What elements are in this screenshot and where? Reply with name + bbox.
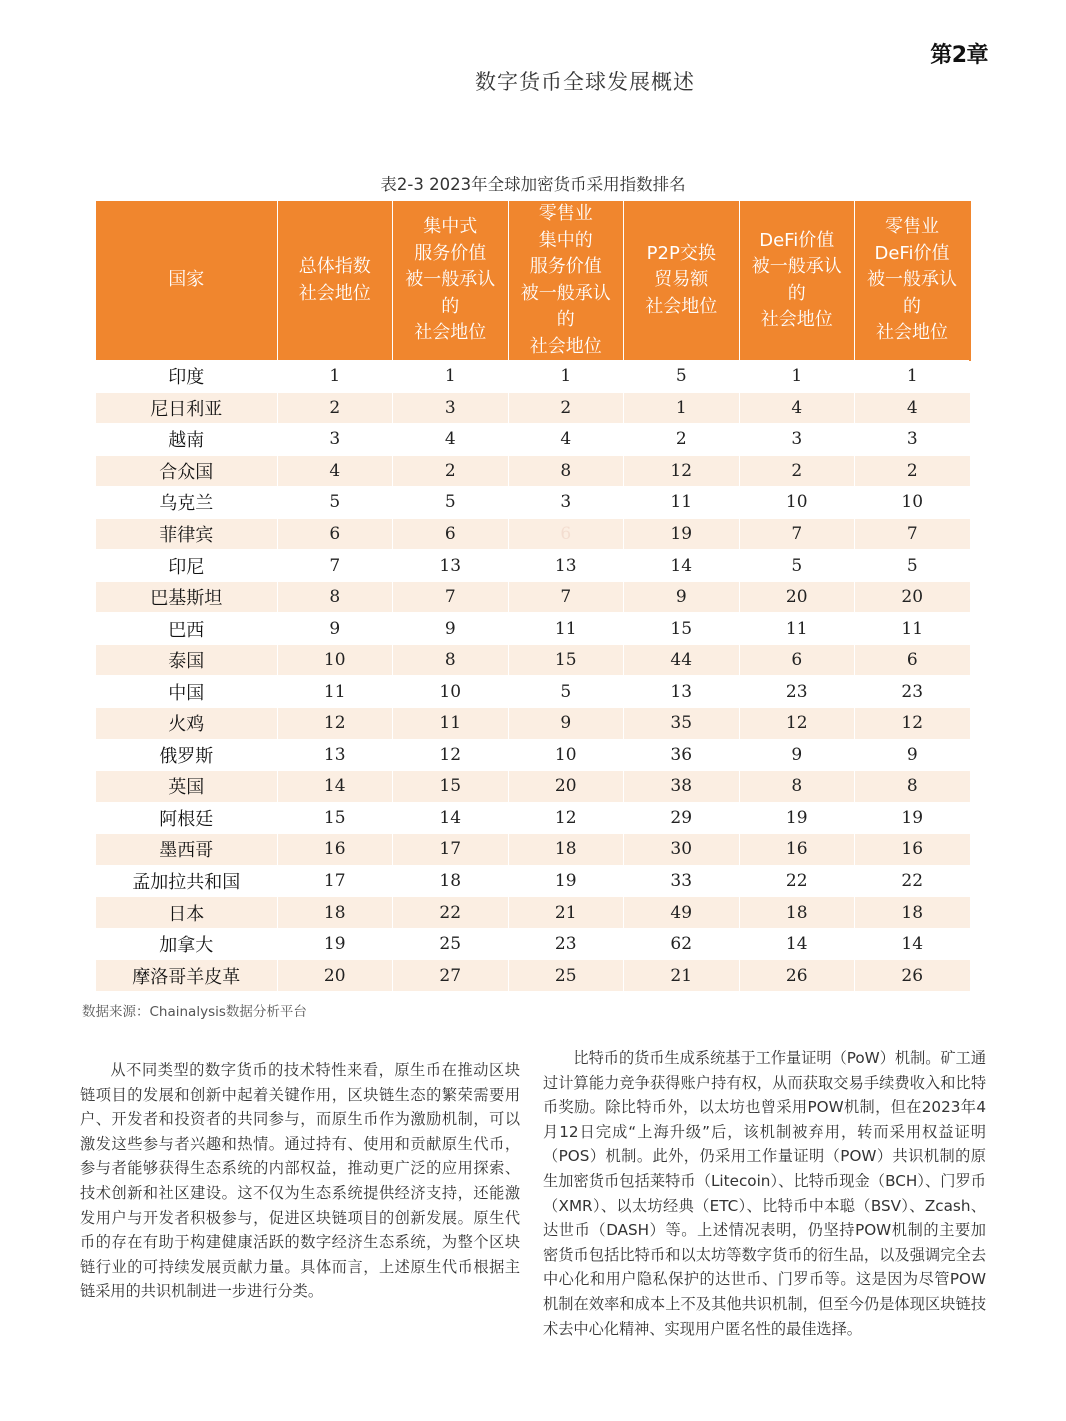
rank-cell: 2 <box>855 455 971 487</box>
rank-cell: 1 <box>624 392 740 424</box>
rank-cell: 7 <box>739 518 855 550</box>
rank-cell: 20 <box>739 581 855 613</box>
column-header-line: 被一般承认 <box>405 269 496 291</box>
rank-cell: 17 <box>277 865 393 897</box>
country-cell: 合众国 <box>96 455 277 487</box>
column-header-line: 总体指数 <box>298 256 371 277</box>
rank-cell: 2 <box>277 392 393 424</box>
rank-cell: 13 <box>393 550 509 582</box>
country-cell: 墨西哥 <box>96 834 277 866</box>
table-row <box>96 613 970 645</box>
country-cell: 乌克兰 <box>96 487 277 519</box>
rank-cell: 11 <box>508 613 624 645</box>
country-cell: 俄罗斯 <box>96 739 277 771</box>
column-header-line: 零售业 <box>885 216 939 238</box>
country-cell: 尼日利亚 <box>96 392 277 424</box>
rank-cell: 13 <box>508 550 624 582</box>
rank-cell: 6 <box>855 644 971 676</box>
table-row <box>96 361 970 393</box>
column-header-line: 的 <box>441 295 460 317</box>
column-header-line: 社会地位 <box>645 295 718 317</box>
rank-cell: 30 <box>624 834 740 866</box>
rank-cell: 33 <box>624 865 740 897</box>
rank-cell: 12 <box>393 739 509 771</box>
table-caption: 表2-3 2023年全球加密货币采用指数排名 <box>380 175 686 194</box>
column-header-line: DeFi价值 <box>759 229 835 251</box>
rank-cell: 2 <box>393 455 509 487</box>
column-header <box>624 201 740 361</box>
country-cell: 阿根廷 <box>96 802 277 834</box>
column-header <box>277 201 393 361</box>
rank-cell: 3 <box>277 424 393 456</box>
table-row <box>96 802 970 834</box>
country-cell: 菲律宾 <box>96 518 277 550</box>
rank-cell: 13 <box>624 676 740 708</box>
table-row <box>96 771 970 803</box>
body-paragraph: 比特币的货币生成系统基于工作量证明（PoW）机制。矿工通过计算能力竞争获得账户持有权，从而获取交易手续费收入和比特币奖励。除比特币外，以太坊也曾采用POW机制，但在2023年4月12日完成“上海升级”后，该机制被弃用，转而采用权益证明（POS）机制。此外，仍采用工作量证明（POW）共识机制的原生加密货币包括莱特币（Litecoin）、比特币现金（BCH）、门罗币（XMR）、以太坊经典（ETC）、比特币中本聪（BSV）、Zcash、达世币（DASH）等。上述情况表明，仍坚持POW机制的主要加密货币包括比特币和以太坊等数字货币的衍生品，以及强调完全去中心化和用户隐私保护的达世币、门罗币等。这是因为尽管POW机制在效率和成本上不及其他共识机制，但至今仍是体现区块链技术去中心化精神、实现用户匿名性的最佳选择。 <box>543 1049 987 1338</box>
rank-cell: 26 <box>855 960 971 992</box>
column-header-line: 被一般承认 <box>867 269 957 291</box>
rank-cell: 20 <box>508 771 624 803</box>
rank-cell: 14 <box>855 928 971 960</box>
column-header-line: DeFi价值 <box>874 242 950 264</box>
column-header-line: 社会地位 <box>876 322 948 344</box>
rank-cell: 22 <box>855 865 971 897</box>
country-cell: 越南 <box>96 424 277 456</box>
rank-cell: 12 <box>277 708 393 740</box>
rank-cell: 8 <box>508 455 624 487</box>
column-header <box>393 201 509 361</box>
table-row <box>96 424 970 456</box>
rank-cell: 11 <box>277 676 393 708</box>
rank-cell: 29 <box>624 802 740 834</box>
rank-cell: 38 <box>624 771 740 803</box>
rank-cell: 5 <box>739 550 855 582</box>
rank-cell: 12 <box>855 708 971 740</box>
data-source-note: 数据来源：Chainalysis数据分析平台 <box>82 1004 307 1020</box>
rank-cell: 16 <box>855 834 971 866</box>
country-cell: 火鸡 <box>96 708 277 740</box>
rank-cell: 11 <box>393 708 509 740</box>
rank-cell: 8 <box>855 771 971 803</box>
rank-cell: 15 <box>624 613 740 645</box>
country-cell: 印度 <box>96 361 277 393</box>
rank-cell: 12 <box>739 708 855 740</box>
rank-cell: 4 <box>508 424 624 456</box>
body-text-left-column <box>80 1058 520 1304</box>
table-row <box>96 928 970 960</box>
column-header-line: 的 <box>556 309 575 330</box>
rank-cell: 20 <box>855 581 971 613</box>
rank-cell: 6 <box>508 518 624 550</box>
rank-cell: 1 <box>508 361 624 393</box>
rank-cell: 9 <box>624 581 740 613</box>
country-cell: 摩洛哥羊皮革 <box>96 960 277 992</box>
rank-cell: 20 <box>277 960 393 992</box>
table-header <box>96 201 970 361</box>
rank-cell: 10 <box>739 487 855 519</box>
table-row <box>96 676 970 708</box>
rank-cell: 25 <box>393 928 509 960</box>
table-row <box>96 392 970 424</box>
rank-cell: 19 <box>277 928 393 960</box>
rank-cell: 5 <box>624 361 740 393</box>
rank-cell: 15 <box>277 802 393 834</box>
table-body <box>96 361 970 992</box>
table-row <box>96 960 970 992</box>
rank-cell: 49 <box>624 897 740 929</box>
rank-cell: 4 <box>277 455 393 487</box>
page-header-title: 数字货币全球发展概述 <box>475 70 695 94</box>
rank-cell: 62 <box>624 928 740 960</box>
column-header-line: 社会地位 <box>414 322 487 344</box>
rank-cell: 19 <box>624 518 740 550</box>
column-header <box>508 201 624 361</box>
table-row <box>96 897 970 929</box>
rank-cell: 12 <box>508 802 624 834</box>
country-cell: 印尼 <box>96 550 277 582</box>
adoption-index-table <box>96 201 971 991</box>
column-header-line: 社会地位 <box>760 309 833 330</box>
rank-cell: 9 <box>393 613 509 645</box>
rank-cell: 3 <box>739 424 855 456</box>
rank-cell: 9 <box>855 739 971 771</box>
rank-cell: 2 <box>508 392 624 424</box>
column-header-line: 集中的 <box>538 229 593 251</box>
column-header <box>739 201 855 361</box>
column-header-line: 社会地位 <box>529 335 602 357</box>
country-cell: 巴基斯坦 <box>96 581 277 613</box>
rank-cell: 3 <box>508 487 624 519</box>
rank-cell: 14 <box>624 550 740 582</box>
rank-cell: 14 <box>393 802 509 834</box>
rank-cell: 1 <box>393 361 509 393</box>
rank-cell: 11 <box>855 613 971 645</box>
column-header-line: 零售业 <box>538 203 593 224</box>
rank-cell: 3 <box>855 424 971 456</box>
rank-cell: 12 <box>624 455 740 487</box>
rank-cell: 14 <box>277 771 393 803</box>
column-header-line: 的 <box>903 295 921 317</box>
rank-cell: 17 <box>393 834 509 866</box>
rank-cell: 7 <box>855 518 971 550</box>
rank-cell: 22 <box>739 865 855 897</box>
rank-cell: 5 <box>508 676 624 708</box>
rank-cell: 18 <box>393 865 509 897</box>
column-header-line: 被一般承认 <box>520 282 611 304</box>
table-row <box>96 581 970 613</box>
rank-cell: 15 <box>508 644 624 676</box>
rank-cell: 23 <box>855 676 971 708</box>
column-header <box>96 201 277 361</box>
rank-cell: 2 <box>739 455 855 487</box>
column-header-line: 社会地位 <box>298 282 371 304</box>
rank-cell: 8 <box>739 771 855 803</box>
table-row <box>96 739 970 771</box>
rank-cell: 16 <box>739 834 855 866</box>
table-row <box>96 834 970 866</box>
rank-cell: 8 <box>393 644 509 676</box>
rank-cell: 5 <box>855 550 971 582</box>
rank-cell: 21 <box>624 960 740 992</box>
rank-cell: 26 <box>739 960 855 992</box>
rank-cell: 11 <box>739 613 855 645</box>
country-cell: 英国 <box>96 771 277 803</box>
rank-cell: 21 <box>508 897 624 929</box>
rank-cell: 7 <box>508 581 624 613</box>
rank-cell: 19 <box>508 865 624 897</box>
column-header-line: P2P交换 <box>646 242 716 264</box>
table-row <box>96 550 970 582</box>
rank-cell: 7 <box>277 550 393 582</box>
table-header-row <box>96 201 970 361</box>
country-cell: 日本 <box>96 897 277 929</box>
body-text-right-column <box>543 1046 986 1341</box>
column-header-line: 服务价值 <box>414 242 487 264</box>
country-cell: 中国 <box>96 676 277 708</box>
rank-cell: 13 <box>277 739 393 771</box>
rank-cell: 6 <box>277 518 393 550</box>
country-cell: 泰国 <box>96 644 277 676</box>
country-cell: 加拿大 <box>96 928 277 960</box>
chapter-label: 第2章 <box>930 43 988 68</box>
country-cell: 孟加拉共和国 <box>96 865 277 897</box>
rank-cell: 5 <box>393 487 509 519</box>
rank-cell: 18 <box>277 897 393 929</box>
rank-cell: 18 <box>855 897 971 929</box>
rank-cell: 6 <box>393 518 509 550</box>
rank-cell: 9 <box>277 613 393 645</box>
rank-cell: 9 <box>508 708 624 740</box>
column-header-line: 被一般承认 <box>751 256 842 277</box>
rank-cell: 19 <box>739 802 855 834</box>
rank-cell: 22 <box>393 897 509 929</box>
rank-cell: 2 <box>624 424 740 456</box>
rank-cell: 19 <box>855 802 971 834</box>
table-row <box>96 487 970 519</box>
rank-cell: 16 <box>277 834 393 866</box>
rank-cell: 5 <box>277 487 393 519</box>
rank-cell: 27 <box>393 960 509 992</box>
rank-cell: 23 <box>508 928 624 960</box>
rank-cell: 35 <box>624 708 740 740</box>
column-header-line: 贸易额 <box>654 269 709 291</box>
table-row <box>96 708 970 740</box>
rank-cell: 4 <box>393 424 509 456</box>
rank-cell: 4 <box>739 392 855 424</box>
rank-cell: 18 <box>739 897 855 929</box>
rank-cell: 1 <box>855 361 971 393</box>
table-row <box>96 865 970 897</box>
rank-cell: 15 <box>393 771 509 803</box>
rank-cell: 18 <box>508 834 624 866</box>
rank-cell: 25 <box>508 960 624 992</box>
column-header <box>855 201 971 361</box>
body-paragraph: 从不同类型的数字货币的技术特性来看，原生币在推动区块链项目的发展和创新中起着关键作用，区块链生态的繁荣需要用户、开发者和投资者的共同参与，而原生币作为激励机制，可以激发这些参与者兴趣和热情。通过持有、使用和贡献原生代币，参与者能够获得生态系统的内部权益，推动更广泛的应用探索、技术创新和社区建设。这不仅为生态系统提供经济支持，还能激发用户与开发者积极参与，促进区块链项目的创新发展。原生代币的存在有助于构建健康活跃的数字经济生态系统，为整个区块链行业的可持续发展贡献力量。具体而言，上述原生代币根据主链采用的共识机制进一步进行分类。 <box>80 1061 520 1301</box>
rank-cell: 9 <box>739 739 855 771</box>
rank-cell: 23 <box>739 676 855 708</box>
column-header-line: 集中式 <box>423 216 478 238</box>
rank-cell: 10 <box>393 676 509 708</box>
column-header-line: 服务价值 <box>529 256 602 277</box>
rank-cell: 10 <box>855 487 971 519</box>
rank-cell: 8 <box>277 581 393 613</box>
rank-cell: 7 <box>393 581 509 613</box>
table-row <box>96 518 970 550</box>
rank-cell: 6 <box>739 644 855 676</box>
column-header-line: 国家 <box>168 269 205 291</box>
rank-cell: 11 <box>624 487 740 519</box>
column-header-line: 的 <box>787 282 806 304</box>
rank-cell: 10 <box>508 739 624 771</box>
table-row <box>96 455 970 487</box>
rank-cell: 44 <box>624 644 740 676</box>
rank-cell: 1 <box>739 361 855 393</box>
rank-cell: 4 <box>855 392 971 424</box>
rank-cell: 10 <box>277 644 393 676</box>
rank-cell: 14 <box>739 928 855 960</box>
rank-cell: 36 <box>624 739 740 771</box>
country-cell: 巴西 <box>96 613 277 645</box>
table-row <box>96 644 970 676</box>
rank-cell: 1 <box>277 361 393 393</box>
rank-cell: 3 <box>393 392 509 424</box>
